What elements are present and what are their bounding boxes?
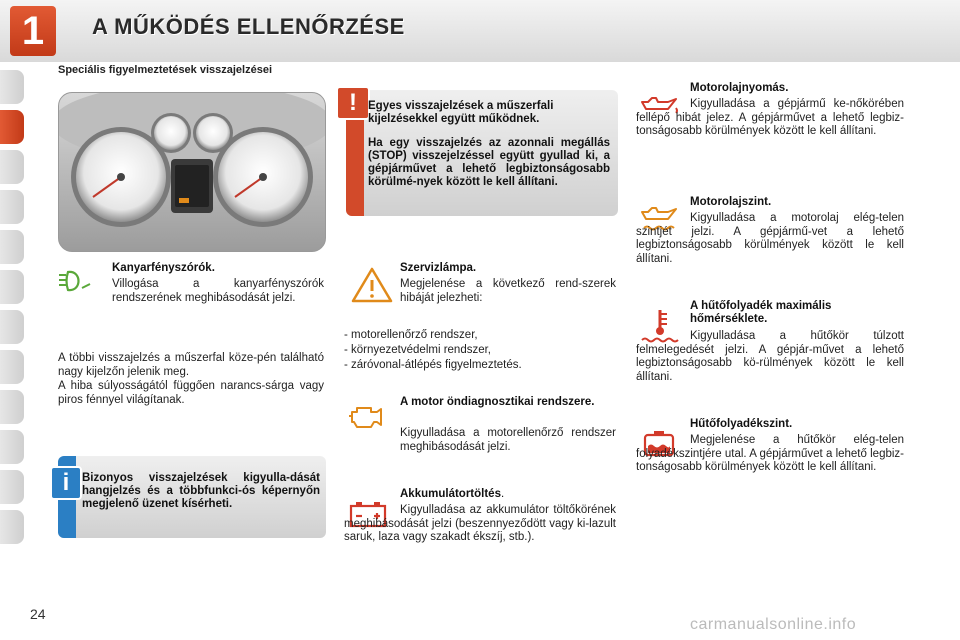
service-title: Szervizlámpa. xyxy=(400,262,477,274)
section-title: Speciális figyelmeztetések visszajelzései xyxy=(58,64,273,76)
watermark: carmanualsonline.info xyxy=(690,616,857,633)
chapter-tab[interactable] xyxy=(0,270,24,304)
oil-level-text: Kigyulladása a motorolaj elég-telen szintjét jelzi. A gépjármű-vet a lehető legbiztonságosabb körülmények között le kell állítani. xyxy=(636,212,904,265)
exclamation-icon: ! xyxy=(336,86,370,120)
engine-diag-title: A motor öndiagnosztikai rendszere. xyxy=(400,396,595,408)
chapter-tab[interactable] xyxy=(0,70,24,104)
chapter-tab-active[interactable] xyxy=(0,110,24,144)
coolant-temp-text: Kigyulladása a hűtőkör túlzott felmelegedését jelzi. A gépjár-művet a lehető legbiztonságosabb kö-rülmények között le kell állítani. xyxy=(636,330,904,383)
page-title: A MŰKÖDÉS ELLENŐRZÉSE xyxy=(92,14,405,39)
coolant-level-text: Megjelenése a hűtőkör elég-telen folyadékszintjére utal. A gépjárművet a lehető legbiz-tonságosabb körülmények között le kell állítani. xyxy=(636,434,904,473)
page-number: 24 xyxy=(30,606,46,622)
general-text-1: A többi visszajelzés a műszerfal köze-pén található nagy kijelzőn jelenik meg. xyxy=(58,352,324,378)
chapter-number: 1 xyxy=(10,6,56,56)
chapter-tab[interactable] xyxy=(0,350,24,384)
warning-text-1: Egyes visszajelzések a műszerfali kijelzésekkel együtt működnek. xyxy=(368,100,554,125)
chapter-tab[interactable] xyxy=(0,310,24,344)
battery-title: Akkumulátortöltés. xyxy=(400,488,505,500)
chapter-tab[interactable] xyxy=(0,190,24,224)
chapter-tabs xyxy=(0,62,26,582)
list-item: - záróvonal-átlépés figyelmeztetés. xyxy=(344,359,522,371)
engine-diag-text: Kigyulladása a motorellenőrző rendszer meghibásodását jelzi. xyxy=(400,427,616,453)
cornering-light-icon xyxy=(58,268,92,294)
cornering-light-title: Kanyarfényszórók. xyxy=(112,262,215,274)
info-icon: i xyxy=(50,466,82,500)
cornering-light-text: Villogása a kanyarfényszórók rendszerének meghibásodását jelzi. xyxy=(112,278,324,304)
service-warning-icon xyxy=(350,266,394,304)
battery-text: Kigyulladása az akkumulátor töltőkörének meghibásodását jelzi (beszennyeződött vagy ki-lazult saruk, laza vagy szakadt ékszíj, stb.). xyxy=(344,504,616,543)
service-text: Megjelenése a következő rend-szerek hibáját jelezheti: xyxy=(400,278,616,304)
chapter-tab[interactable] xyxy=(0,430,24,464)
oil-pressure-text: Kigyulladása a gépjármű ke-nőkörében fellépő hibát jelez. A gépjárművet a lehető legbiz-tonságosabb körülmények között le kell állítani. xyxy=(636,98,904,137)
service-list xyxy=(344,328,616,373)
warning-text-2: Ha egy visszajelzés az azonnali megállás (STOP) visszejelzéssel együtt gyullad ki, a gépjárművet a lehető legbiztonságosabb körülmé-nyek között le kell állítani. xyxy=(368,137,610,188)
list-item: - motorellenőrző rendszer, xyxy=(344,329,478,341)
instrument-cluster-drawing xyxy=(59,93,325,251)
chapter-tab[interactable] xyxy=(0,510,24,544)
info-text: Bizonyos visszajelzések kigyulla-dását hangjelzés és a többfunkci-ós képernyőn megjelenő üzenet kísérheti. xyxy=(82,472,320,510)
list-item: - környezetvédelmi rendszer, xyxy=(344,344,492,356)
instrument-cluster-image xyxy=(58,92,326,252)
chapter-tab[interactable] xyxy=(0,230,24,264)
oil-level-title: Motorolajszint. xyxy=(690,196,772,208)
coolant-level-title: Hűtőfolyadékszint. xyxy=(690,418,793,430)
chapter-tab[interactable] xyxy=(0,150,24,184)
engine-check-icon xyxy=(348,402,388,432)
coolant-temp-title: A hűtőfolyadék maximális hőmérséklete. xyxy=(690,300,832,325)
general-text-2: A hiba súlyosságától függően narancs-sárga vagy piros fénnyel világítanak. xyxy=(58,380,324,406)
oil-pressure-title: Motorolajnyomás. xyxy=(690,82,789,94)
chapter-tab[interactable] xyxy=(0,470,24,504)
chapter-tab[interactable] xyxy=(0,390,24,424)
